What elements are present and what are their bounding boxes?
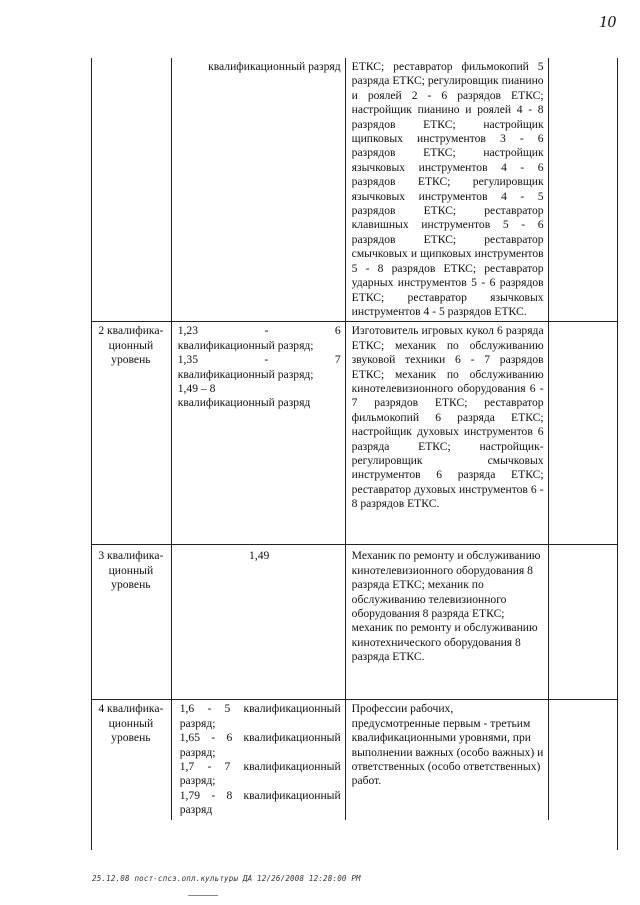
professions-cell: Механик по ремонту и обслуживанию кинотелевизионного оборудования 8 разряда ЕТКС; механик по обслуживанию телевизионного оборудования 8 разряда ЕТКС; механик по ремонту и обслуживанию кинотехнического оборудования 8 разряда ЕТКС. bbox=[345, 545, 548, 700]
level-cell bbox=[91, 58, 171, 322]
coefficient-cell bbox=[171, 58, 345, 322]
coefficient-text: 1,65 - 6 квалификационный разряд; bbox=[179, 731, 341, 759]
coefficient-cell bbox=[171, 700, 345, 820]
level-text: 4 квалифика-ционный уровень bbox=[98, 702, 164, 745]
coefficient-cell bbox=[171, 322, 345, 545]
professions-cell: Изготовитель игровых кукол 6 разряда ЕТКС; механик по обслуживанию звуковой техники 6 - 7 разрядов ЕТКС; механик по обслуживанию кинотелевизионного оборудования 6 - 7 разрядов ЕТКС; реставратор фильмокопий 6 разряда ЕТКС; настройщик духовых инструментов 6 разряда ЕТКС; настройщик-регулировщик смычковых инструментов 6 разряда ЕТКС; реставратор духовых инструментов 6 - 8 разрядов ЕТКС. bbox=[345, 322, 548, 545]
coefficient-value: 1,23 bbox=[177, 324, 199, 338]
table-row bbox=[91, 545, 617, 700]
page-number: 10 bbox=[599, 12, 616, 31]
table-right-border bbox=[617, 58, 618, 850]
coefficient-text: 1,79 - 8 квалификационный разряд bbox=[179, 788, 341, 817]
coefficient-line bbox=[178, 324, 341, 338]
table-left-border bbox=[91, 58, 92, 850]
table-row bbox=[91, 322, 617, 545]
table-row bbox=[91, 700, 617, 820]
level-cell bbox=[91, 322, 171, 545]
coefficient-text: 1,7 - 7 квалификационный разряд; bbox=[179, 759, 341, 788]
coefficient-cell bbox=[171, 545, 345, 700]
coefficient-dash: - bbox=[264, 324, 269, 338]
coefficient-dash: - bbox=[264, 353, 269, 367]
coefficient-text: квалификационный разряд; bbox=[177, 367, 314, 381]
coefficient-text: 1,49 bbox=[249, 549, 270, 563]
professions-cell: Профессии рабочих, предусмотренные первым - третьим квалификационными уровнями, при выполнении важных (особо важных) и ответственных (особо ответственных) работ. bbox=[345, 700, 548, 820]
coefficient-text: квалификационный разряд bbox=[177, 396, 311, 410]
level-cell bbox=[91, 700, 171, 820]
level-text: 3 квалифика-ционный уровень bbox=[98, 549, 164, 592]
level-text: 2 квалифика-ционный уровень bbox=[98, 324, 164, 367]
professions-cell: ЕТКС; реставратор фильмокопий 5 разряда ЕТКС; регулировщик пианино и роялей 2 - 6 разрядов ЕТКС; настройщик пианино и роялей 4 - 8 разрядов ЕТКС; настройщик щипковых инструментов 3 - 6 разрядов ЕТКС; настройщик язычковых инструментов 4 - 6 разрядов ЕТКС; регулировщик язычковых инструментов 4 - 5 разрядов ЕТКС; реставратор клавишных инструментов 5 - 6 разрядов ЕТКС; реставратор смычковых и щипковых инструментов 5 - 8 разрядов ЕТКС; реставратор ударных инструментов 5 - 6 разрядов ЕТКС; реставратор язычковых инструментов 4 - 5 разрядов ЕТКС. bbox=[345, 58, 548, 322]
coefficient-value: 1,35 bbox=[177, 353, 199, 367]
empty-cell bbox=[548, 545, 617, 700]
coefficient-line bbox=[178, 353, 341, 367]
coefficient-text: квалификационный разряд bbox=[208, 60, 341, 73]
coefficient-text: 1,6 - 5 квалификационный разряд; bbox=[179, 702, 341, 730]
coefficient-text: 1,49 – 8 bbox=[177, 381, 216, 395]
coefficient-grade: 7 bbox=[334, 353, 341, 367]
table-row bbox=[91, 58, 617, 322]
decorative-mark bbox=[188, 895, 218, 896]
empty-cell bbox=[548, 700, 617, 820]
document-footer: 25.12.08 пост-спсз.опл.культуры ДА 12/26/2008 12:28:00 PM bbox=[92, 874, 361, 883]
salary-table bbox=[91, 58, 617, 820]
empty-cell bbox=[548, 322, 617, 545]
coefficient-text: квалификационный разряд; bbox=[177, 338, 314, 352]
coefficient-grade: 6 bbox=[334, 324, 341, 338]
empty-cell bbox=[548, 58, 617, 322]
level-cell bbox=[91, 545, 171, 700]
